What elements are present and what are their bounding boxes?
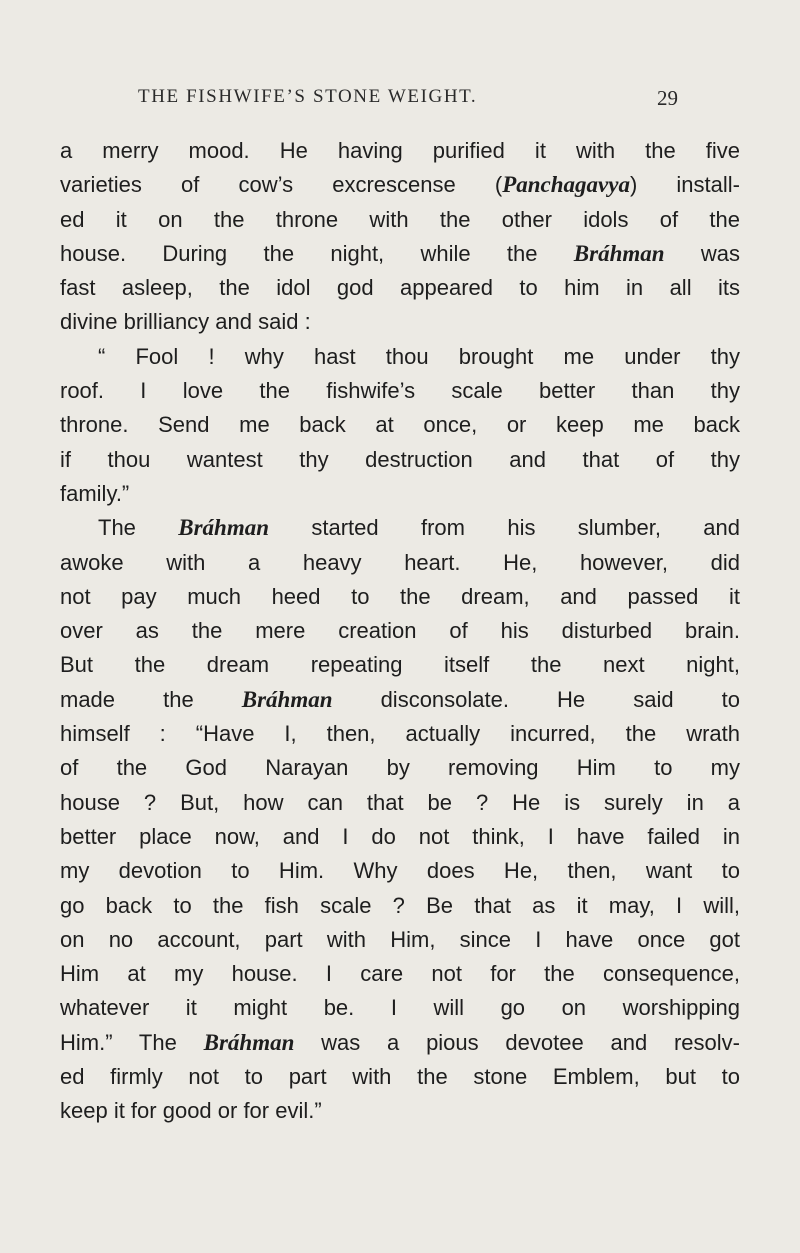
text-line: Him.” The Bráhman was a pious devotee and resolv- [60, 1029, 740, 1055]
text-line: keep it for good or for evil.” [60, 1098, 322, 1124]
chapter-title: THE FISHWIFE’S STONE WEIGHT. [138, 86, 478, 107]
text-line: throne. Send me back at once, or keep me back [60, 412, 740, 438]
text-line: fast asleep, the idol god appeared to him in all its [60, 275, 740, 301]
page-number: 29 [657, 86, 678, 110]
text-line: “ Fool ! why hast thou brought me under thy [98, 343, 740, 369]
body-text [60, 134, 740, 1129]
text-line: roof. I love the fishwife’s scale better than thy [60, 378, 740, 404]
text-line: over as the mere creation of his disturbed brain. [60, 618, 740, 644]
text-line: made the Bráhman disconsolate. He said to [60, 686, 740, 712]
italic-term: Bráhman [241, 686, 333, 712]
text-line: house. During the night, while the Bráhman was [60, 240, 740, 266]
text-line: divine brilliancy and said : [60, 309, 311, 335]
text-line: varieties of cow’s excrescense (Panchagavya) install- [60, 172, 740, 198]
text-line: The Bráhman started from his slumber, and [98, 515, 740, 541]
text-line: awoke with a heavy heart. He, however, did [60, 549, 740, 575]
italic-term: Panchagavya [502, 172, 630, 198]
text-line: my devotion to Him. Why does He, then, want to [60, 858, 740, 884]
text-line: go back to the fish scale ? Be that as it may, I will, [60, 892, 740, 918]
text-line: on no account, part with Him, since I have once got [60, 926, 740, 952]
text-line: But the dream repeating itself the next night, [60, 652, 740, 678]
italic-term: Bráhman [203, 1029, 295, 1055]
text-line: whatever it might be. I will go on worshipping [60, 995, 740, 1021]
text-line: better place now, and I do not think, I have failed in [60, 823, 740, 849]
text-line: ed it on the throne with the other idols of the [60, 206, 740, 232]
text-line: himself : “Have I, then, actually incurred, the wrath [60, 721, 740, 747]
text-line: Him at my house. I care not for the consequence, [60, 961, 740, 987]
text-line: of the God Narayan by removing Him to my [60, 755, 740, 781]
text-line: house ? But, how can that be ? He is surely in a [60, 789, 740, 815]
running-head [100, 86, 700, 116]
text-line: not pay much heed to the dream, and passed it [60, 583, 740, 609]
italic-term: Bráhman [178, 515, 270, 541]
text-line: family.” [60, 480, 130, 506]
text-line: a merry mood. He having purified it with the five [60, 138, 740, 163]
text-line: if thou wantest thy destruction and that of thy [60, 446, 740, 472]
italic-term: Bráhman [573, 240, 665, 266]
text-line: ed firmly not to part with the stone Emblem, but to [60, 1064, 740, 1090]
